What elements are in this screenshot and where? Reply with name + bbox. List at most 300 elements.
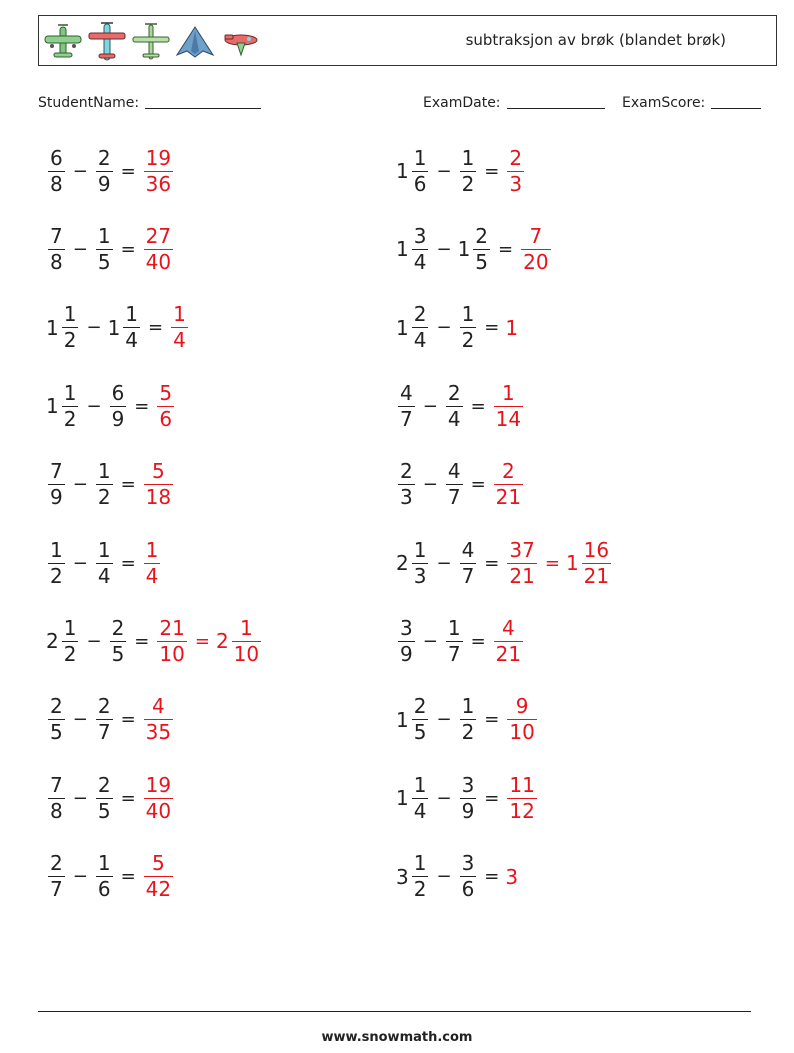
operand-b-numerator: 2 <box>475 223 489 248</box>
answer-value-numerator: 1 <box>173 302 186 327</box>
problem-row <box>46 375 176 437</box>
minus-sign: − <box>72 238 88 260</box>
answer-value <box>142 773 175 824</box>
answer-value <box>505 146 526 197</box>
answer-value-denominator: 36 <box>145 171 172 196</box>
minus-sign: − <box>72 160 88 182</box>
problem-row <box>46 454 175 516</box>
operand-b-fraction <box>110 616 127 667</box>
equals-sign: = <box>484 552 500 574</box>
answer-equals-sign: = <box>544 552 560 574</box>
problem-row <box>396 297 519 359</box>
answer-value-denominator: 20 <box>523 249 549 274</box>
operand-b <box>444 616 465 667</box>
operand-b-numerator: 2 <box>97 145 111 170</box>
answer <box>492 616 525 667</box>
operand-a-denominator: 8 <box>50 798 63 823</box>
operand-b-fraction <box>446 381 463 432</box>
answer-value-denominator: 40 <box>145 798 172 823</box>
operand-b <box>458 302 479 353</box>
operand-a-denominator: 6 <box>413 171 427 196</box>
answer-value <box>492 616 525 667</box>
answer-value-numerator: 37 <box>509 537 535 562</box>
operand-b-numerator: 1 <box>461 145 475 170</box>
answer-value-fraction <box>144 773 173 824</box>
operand-a-fraction <box>48 851 65 902</box>
operand-b-fraction <box>96 459 113 510</box>
worksheet-title: subtraksjon av brøk (blandet brøk) <box>465 31 726 49</box>
answer <box>505 694 538 745</box>
answer-mixed-numerator: 16 <box>583 537 610 562</box>
operand-a <box>396 694 430 745</box>
operand-a-numerator: 7 <box>50 772 63 797</box>
operand-a-numerator: 1 <box>413 772 427 797</box>
equals-sign: = <box>484 787 500 809</box>
operand-b-numerator: 1 <box>461 302 475 327</box>
answer-value <box>505 694 538 745</box>
problem-row <box>396 454 525 516</box>
answer-value <box>142 146 175 197</box>
operand-a <box>46 694 67 745</box>
answer <box>142 538 163 589</box>
operand-b-denominator: 5 <box>97 249 111 274</box>
answer <box>155 616 263 667</box>
problem-row <box>46 689 175 751</box>
answer <box>505 316 519 340</box>
equals-sign: = <box>470 630 486 652</box>
operand-b-numerator: 2 <box>111 615 125 640</box>
answer-value-fraction <box>144 694 173 745</box>
problem-row <box>46 846 175 908</box>
answer-value <box>505 773 538 824</box>
minus-sign: − <box>422 474 438 496</box>
operand-a <box>46 773 67 824</box>
answer-value-denominator: 6 <box>159 406 173 431</box>
minus-sign: − <box>86 630 102 652</box>
operand-b-numerator: 3 <box>461 851 475 876</box>
operand-a-numerator: 2 <box>50 694 63 719</box>
operand-a-denominator: 9 <box>50 485 63 510</box>
operand-a-denominator: 4 <box>413 798 427 823</box>
operand-b-fraction <box>446 459 463 510</box>
equals-sign: = <box>470 395 486 417</box>
answer <box>142 694 175 745</box>
minus-sign: − <box>72 866 88 888</box>
operand-a-numerator: 2 <box>413 302 427 327</box>
green-plane-icon <box>43 21 83 63</box>
answer-mixed-whole: 1 <box>565 551 579 575</box>
problem-row <box>396 689 539 751</box>
operand-b-denominator: 4 <box>97 563 111 588</box>
operand-b <box>94 459 115 510</box>
answer-equals-sign: = <box>194 630 210 652</box>
operand-a <box>46 851 67 902</box>
answer-value-numerator: 21 <box>159 615 185 640</box>
operand-a-denominator: 5 <box>50 720 63 745</box>
operand-a-fraction <box>62 302 79 353</box>
operand-a-denominator: 9 <box>400 641 413 666</box>
operand-b-numerator: 1 <box>97 537 111 562</box>
operand-a <box>396 459 417 510</box>
operand-b-fraction <box>96 773 113 824</box>
operand-a-numerator: 7 <box>50 459 63 484</box>
answer-value-fraction <box>144 146 173 197</box>
answer-value-numerator: 9 <box>515 694 529 719</box>
operand-b <box>94 224 115 275</box>
operand-a-fraction <box>62 616 79 667</box>
answer-value-numerator: 11 <box>509 772 535 797</box>
operand-a-fraction <box>398 616 415 667</box>
answer-value <box>519 224 552 275</box>
equals-sign: = <box>470 474 486 496</box>
equals-sign: = <box>134 630 150 652</box>
operand-b-denominator: 4 <box>447 406 461 431</box>
operand-a-denominator: 2 <box>63 641 77 666</box>
student-name-blank[interactable] <box>145 94 261 109</box>
operand-b-fraction <box>96 538 113 589</box>
minus-sign: − <box>436 709 452 731</box>
operand-b-numerator: 1 <box>461 694 475 719</box>
operand-a-denominator: 4 <box>413 249 427 274</box>
operand-b-fraction <box>96 851 113 902</box>
operand-b-whole: 1 <box>107 315 121 340</box>
operand-a-numerator: 3 <box>400 615 413 640</box>
answer-mixed <box>566 538 613 589</box>
blue-stealth-jet-icon <box>175 21 215 63</box>
answer-value-denominator: 42 <box>145 877 172 902</box>
answer-value-denominator: 40 <box>145 249 172 274</box>
operand-a-denominator: 2 <box>413 877 427 902</box>
operand-b-fraction <box>460 773 477 824</box>
operand-a-fraction <box>412 773 429 824</box>
operand-a-fraction <box>412 694 429 745</box>
operand-b <box>444 459 465 510</box>
operand-b-numerator: 3 <box>461 772 475 797</box>
operand-b-numerator: 1 <box>97 851 111 876</box>
answer-value-denominator: 12 <box>509 798 535 823</box>
exam-date-label: ExamDate: <box>423 95 501 111</box>
problem-row <box>396 846 519 908</box>
answer-mixed-whole: 2 <box>215 629 229 654</box>
answer <box>155 381 176 432</box>
operand-b-numerator: 1 <box>97 223 111 248</box>
operand-a <box>396 773 430 824</box>
equals-sign: = <box>120 160 136 182</box>
problem-row <box>46 532 162 594</box>
answer-value <box>142 694 175 745</box>
answer <box>505 146 526 197</box>
operand-b-fraction <box>123 302 140 353</box>
operand-b-fraction <box>460 694 477 745</box>
operand-b <box>458 694 479 745</box>
operand-b <box>94 851 115 902</box>
operand-a-fraction <box>48 224 65 275</box>
answer <box>142 146 175 197</box>
answer-value-fraction <box>157 616 186 667</box>
problem-row <box>396 218 553 280</box>
operand-a-numerator: 4 <box>400 380 413 405</box>
problem-row <box>396 610 525 672</box>
answer-value-denominator: 3 <box>509 171 523 196</box>
minus-sign: − <box>436 787 452 809</box>
operand-a <box>46 224 67 275</box>
minus-sign: − <box>72 474 88 496</box>
answer-value-denominator: 35 <box>145 720 172 745</box>
operand-b-denominator: 5 <box>475 249 489 274</box>
operand-a-numerator: 7 <box>50 223 63 248</box>
equals-sign: = <box>120 474 136 496</box>
operand-b <box>94 773 115 824</box>
operand-b-denominator: 6 <box>461 877 475 902</box>
operand-b-denominator: 2 <box>461 171 475 196</box>
operand-a <box>46 381 80 432</box>
operand-a-fraction <box>412 302 429 353</box>
operand-a <box>46 302 80 353</box>
operand-b-fraction <box>96 224 113 275</box>
operand-b <box>94 538 115 589</box>
minus-sign: − <box>436 317 452 339</box>
operand-b <box>458 773 479 824</box>
operand-b <box>458 146 479 197</box>
operand-a-numerator: 1 <box>63 380 77 405</box>
answer-value-fraction <box>494 616 523 667</box>
operand-a-fraction <box>48 694 65 745</box>
operand-b-denominator: 9 <box>97 171 111 196</box>
equals-sign: = <box>484 866 500 888</box>
operand-b-denominator: 7 <box>447 641 461 666</box>
operand-a-fraction <box>398 459 415 510</box>
operand-a-denominator: 7 <box>50 877 63 902</box>
operand-a-numerator: 6 <box>50 145 63 170</box>
operand-b-numerator: 1 <box>125 302 139 327</box>
operand-a-numerator: 1 <box>63 302 77 327</box>
exam-score-label: ExamScore: <box>622 95 706 111</box>
answer-value-denominator: 10 <box>509 720 535 745</box>
minus-sign: − <box>422 395 438 417</box>
operand-b <box>458 224 492 275</box>
answer-value-fraction <box>507 146 524 197</box>
operand-a-whole: 1 <box>46 315 59 340</box>
equals-sign: = <box>134 395 150 417</box>
answer-value <box>492 381 525 432</box>
operand-b-numerator: 1 <box>447 615 461 640</box>
operand-a-denominator: 4 <box>413 328 427 353</box>
equals-sign: = <box>484 317 500 339</box>
minus-sign: − <box>72 552 88 574</box>
operand-a <box>46 616 80 667</box>
operand-b <box>94 694 115 745</box>
answer-value-numerator: 5 <box>159 380 173 405</box>
operand-b-denominator: 2 <box>461 328 475 353</box>
answer-value <box>155 616 188 667</box>
operand-a-fraction <box>412 146 429 197</box>
operand-b-denominator: 7 <box>447 485 461 510</box>
operand-a-denominator: 7 <box>400 406 413 431</box>
exam-score-blank[interactable] <box>711 94 761 109</box>
answer-value-denominator: 4 <box>145 563 159 588</box>
answer-value-numerator: 19 <box>145 145 172 170</box>
answer-value-fraction <box>144 851 173 902</box>
operand-a-whole: 1 <box>396 237 409 262</box>
equals-sign: = <box>484 160 500 182</box>
answer-mixed-denominator: 21 <box>583 563 610 588</box>
operand-a-numerator: 1 <box>413 851 427 876</box>
operand-a-numerator: 1 <box>413 537 427 562</box>
operand-b-denominator: 6 <box>97 877 111 902</box>
operand-a-fraction <box>48 459 65 510</box>
answer-value-denominator: 18 <box>145 485 172 510</box>
answer-value-fraction <box>521 224 550 275</box>
answer <box>505 865 519 889</box>
operand-a <box>46 459 67 510</box>
operand-b <box>444 381 465 432</box>
operand-a-fraction <box>48 773 65 824</box>
minus-sign: − <box>436 866 452 888</box>
operand-a-numerator: 2 <box>400 459 413 484</box>
green-plane-icon <box>131 21 171 63</box>
operand-a-denominator: 8 <box>50 249 63 274</box>
operand-b-fraction <box>473 224 490 275</box>
operand-a <box>396 616 417 667</box>
red-plane-icon <box>219 21 259 63</box>
answer-mixed-numerator: 1 <box>240 615 253 640</box>
exam-score-field <box>622 94 761 111</box>
answer-value <box>505 538 538 589</box>
operand-a-fraction <box>412 851 429 902</box>
answer-value-numerator: 5 <box>152 851 165 876</box>
answer-value-fraction <box>157 381 174 432</box>
equals-sign: = <box>120 866 136 888</box>
answer-value <box>142 224 175 275</box>
answer-value-fraction <box>507 538 536 589</box>
answer-value-denominator: 21 <box>509 563 535 588</box>
operand-a-fraction <box>48 538 65 589</box>
minus-sign: − <box>436 160 452 182</box>
operand-a-whole: 1 <box>396 786 409 811</box>
operand-b-whole: 1 <box>457 237 471 262</box>
operand-a-numerator: 2 <box>50 851 63 876</box>
minus-sign: − <box>422 630 438 652</box>
operand-b <box>108 381 129 432</box>
operand-a-whole: 2 <box>396 551 409 575</box>
operand-a <box>396 146 430 197</box>
operand-a <box>396 381 417 432</box>
problem-row <box>396 767 539 829</box>
answer-value-fraction <box>507 773 536 824</box>
operand-a-whole: 1 <box>396 159 409 183</box>
operand-a-fraction <box>398 381 415 432</box>
cyan-red-plane-icon <box>87 21 127 63</box>
operand-a-fraction <box>412 538 429 589</box>
minus-sign: − <box>72 787 88 809</box>
answer-value-numerator: 1 <box>502 380 515 405</box>
operand-a <box>396 302 430 353</box>
operand-b-numerator: 2 <box>97 694 111 719</box>
operand-b-denominator: 9 <box>111 406 125 431</box>
operand-b-numerator: 2 <box>97 772 111 797</box>
answer-value-denominator: 4 <box>173 328 186 353</box>
answer-value-denominator: 14 <box>495 406 522 431</box>
operand-a-denominator: 3 <box>413 563 427 588</box>
operand-a-denominator: 2 <box>50 563 63 588</box>
answer-value-numerator: 4 <box>152 694 165 719</box>
answer-value-denominator: 21 <box>495 485 522 510</box>
operand-a <box>396 224 430 275</box>
operand-a-whole: 1 <box>396 707 409 732</box>
answer <box>492 381 525 432</box>
problem-row <box>46 218 175 280</box>
minus-sign: − <box>86 395 102 417</box>
answer <box>142 773 175 824</box>
problem-row <box>396 140 526 202</box>
header-box <box>38 15 777 66</box>
exam-date-blank[interactable] <box>507 94 605 109</box>
operand-b <box>108 302 142 353</box>
answer-mixed-fraction <box>232 616 261 667</box>
operand-b-fraction <box>96 694 113 745</box>
answer-mixed-denominator: 10 <box>233 641 260 666</box>
operand-b <box>458 538 479 589</box>
operand-a-numerator: 1 <box>63 615 77 640</box>
answer-value <box>169 302 190 353</box>
operand-b-denominator: 4 <box>125 328 139 353</box>
operand-b-denominator: 2 <box>461 720 475 745</box>
operand-b-numerator: 4 <box>461 537 475 562</box>
equals-sign: = <box>484 709 500 731</box>
operand-b-numerator: 1 <box>97 459 111 484</box>
operand-a-fraction <box>412 224 429 275</box>
equals-sign: = <box>498 238 514 260</box>
operand-a-fraction <box>48 146 65 197</box>
operand-a-whole: 3 <box>396 864 409 889</box>
operand-a-whole: 1 <box>46 394 59 419</box>
exam-date-field <box>423 94 605 111</box>
problem-row <box>396 375 525 437</box>
answer-value <box>155 381 176 432</box>
answer-mixed-fraction <box>582 538 611 589</box>
student-name-field <box>38 94 261 111</box>
answer <box>142 224 175 275</box>
minus-sign: − <box>436 552 452 574</box>
operand-a-denominator: 2 <box>63 406 77 431</box>
plane-icons <box>43 21 259 63</box>
answer-value-numerator: 7 <box>529 223 543 248</box>
answer-value-whole: 3 <box>505 864 519 889</box>
operand-a <box>396 851 430 902</box>
operand-a-denominator: 2 <box>63 328 77 353</box>
equals-sign: = <box>120 787 136 809</box>
answer <box>492 459 525 510</box>
answer-value-numerator: 2 <box>502 459 515 484</box>
answer <box>519 224 552 275</box>
answer-value-fraction <box>144 538 161 589</box>
answer <box>169 302 190 353</box>
operand-a-whole: 2 <box>46 629 59 654</box>
answer-value-fraction <box>144 224 173 275</box>
answer-value-fraction <box>171 302 188 353</box>
operand-a-numerator: 2 <box>413 694 427 719</box>
answer-mixed <box>216 616 263 667</box>
answer-value-denominator: 21 <box>495 641 522 666</box>
answer <box>505 538 613 589</box>
operand-b-fraction <box>460 146 477 197</box>
operand-b-numerator: 2 <box>447 380 461 405</box>
operand-b-fraction <box>460 302 477 353</box>
operand-b <box>108 616 129 667</box>
footer-divider <box>38 1011 751 1012</box>
answer-value-fraction <box>144 459 173 510</box>
answer-value-fraction <box>507 694 536 745</box>
